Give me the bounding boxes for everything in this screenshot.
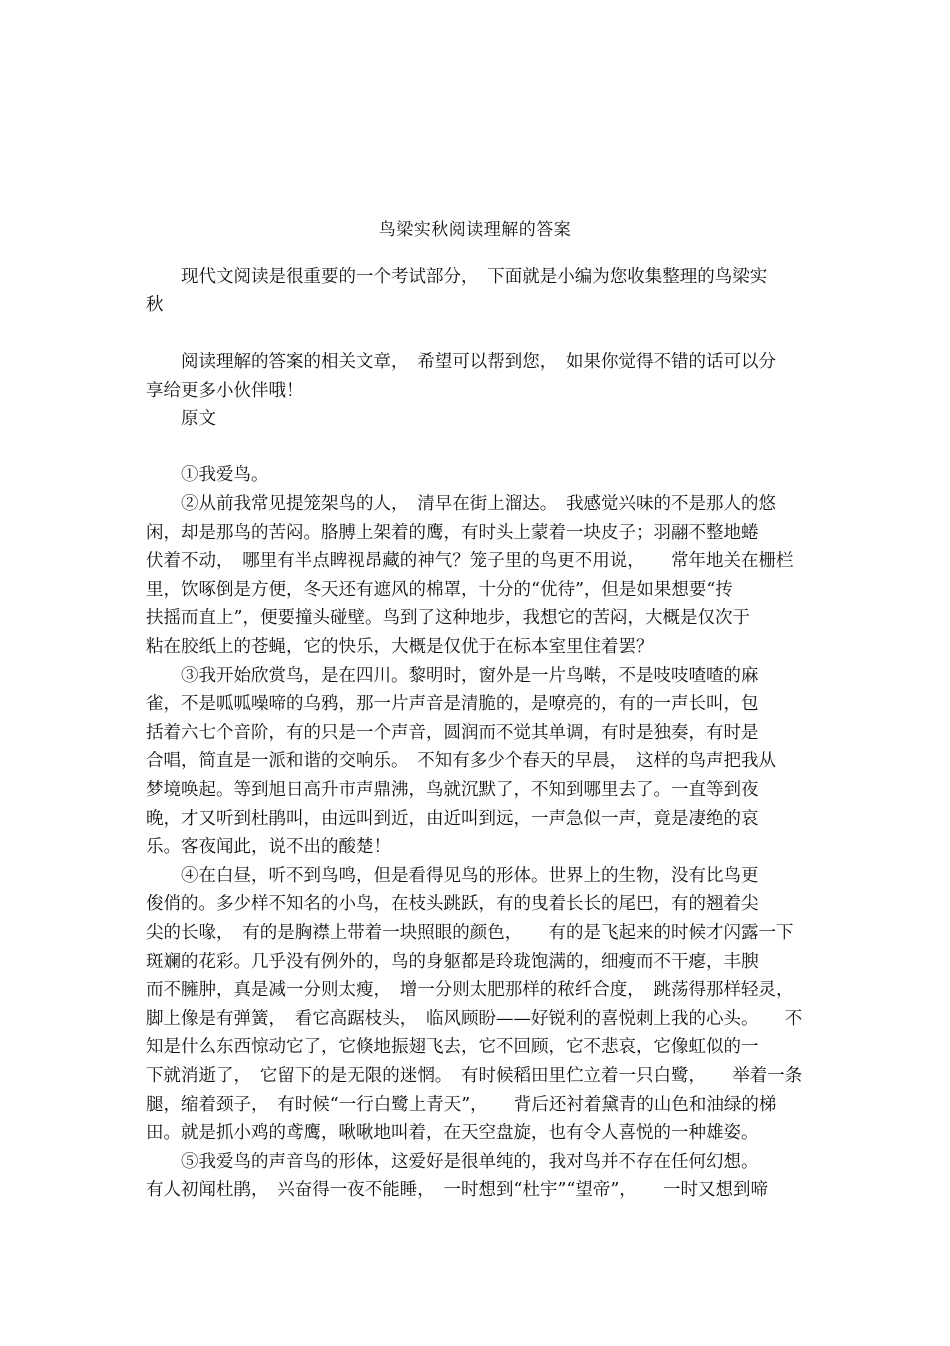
text-line: ④在白昼，听不到鸟鸣，但是看得见鸟的形体。世界上的生物，没有比鸟更 — [146, 866, 759, 886]
text-line: 里，饮啄倒是方便，冬天还有遮风的棉罩，十分的“优待”，但是如果想要“抟 — [146, 580, 733, 600]
text-line: 腿，缩着颈子， 有时候“一行白鹭上青天”， 背后还衬着黛青的山色和油绿的梯 — [146, 1095, 777, 1115]
text-line: ⑤我爱鸟的声音鸟的形体，这爱好是很单纯的，我对鸟并不存在任何幻想。 — [146, 1152, 759, 1172]
text-line: 晚，才又听到杜鹃叫，由远叫到近，由近叫到远，一声急似一声，竟是凄绝的哀 — [146, 809, 759, 829]
text-line: ①我爱鸟。 — [146, 465, 269, 485]
text-line: 享给更多小伙伴哦！ — [146, 381, 304, 401]
text-line: 秋 — [146, 295, 164, 315]
text-line: 知是什么东西惊动它了，它倏地振翅飞去，它不回顾，它不悲哀，它像虹似的一 — [146, 1037, 759, 1057]
text-line: 粘在胶纸上的苍蝇，它的快乐，大概是仅优于在标本室里住着罢？ — [146, 637, 654, 657]
text-line: 扶摇而直上”，便要撞头碰壁。鸟到了这种地步，我想它的苦闷，大概是仅次于 — [146, 608, 750, 628]
text-line: 阅读理解的答案的相关文章， 希望可以帮到您， 如果你觉得不错的话可以分 — [146, 352, 776, 372]
text-line: ③我开始欣赏鸟，是在四川。黎明时，窗外是一片鸟啭，不是吱吱喳喳的麻 — [146, 666, 759, 686]
page-title: 鸟梁实秋阅读理解的答案 — [378, 220, 572, 240]
text-line: 俊俏的。多少样不知名的小鸟，在枝头跳跃，有的曳着长长的尾巴，有的翘着尖 — [146, 894, 759, 914]
text-line: 合唱，简直是一派和谐的交响乐。 不知有多少个春天的早晨， 这样的鸟声把我从 — [146, 751, 776, 771]
text-line: 乐。客夜闻此，说不出的酸楚！ — [146, 837, 391, 857]
text-line: 原文 — [146, 409, 216, 429]
text-line: 下就消逝了， 它留下的是无限的迷惘。 有时候稻田里伫立着一只白鹭， 举着一条 — [146, 1066, 803, 1086]
text-line: 梦境唤起。等到旭日高升市声鼎沸，鸟就沉默了，不知到哪里去了。一直等到夜 — [146, 780, 759, 800]
text-line: ②从前我常见提笼架鸟的人， 清早在街上溜达。 我感觉兴味的不是那人的悠 — [146, 494, 776, 514]
text-line: 有人初闻杜鹃， 兴奋得一夜不能睡， 一时想到“杜宇”“望帝”， 一时又想到啼 — [146, 1180, 769, 1200]
text-line: 括着六七个音阶，有的只是一个声音，圆润而不觉其单调，有时是独奏，有时是 — [146, 723, 759, 743]
text-line: 伏着不动， 哪里有半点睥视昂藏的神气？笼子里的鸟更不用说， 常年地关在栅栏 — [146, 551, 794, 571]
text-line: 现代文阅读是很重要的一个考试部分， 下面就是小编为您收集整理的鸟梁实 — [146, 267, 768, 287]
text-line: 田。就是抓小鸡的鸢鹰，啾啾地叫着，在天空盘旋，也有令人喜悦的一种雄姿。 — [146, 1123, 759, 1143]
text-line: 斑斓的花彩。几乎没有例外的，鸟的身躯都是玲珑饱满的，细瘦而不干瘪，丰腴 — [146, 952, 759, 972]
text-line: 尖的长喙， 有的是胸襟上带着一块照眼的颜色， 有的是飞起来的时候才闪露一下 — [146, 923, 794, 943]
text-line: 闲，却是那鸟的苦闷。胳膊上架着的鹰，有时头上蒙着一块皮子；羽翮不整地蜷 — [146, 523, 759, 543]
text-line: 脚上像是有弹簧， 看它高踞枝头， 临风顾盼——好锐利的喜悦刺上我的心头。 不 — [146, 1009, 803, 1029]
text-line: 雀，不是呱呱噪啼的乌鸦，那一片声音是清脆的，是嘹亮的，有的一声长叫，包 — [146, 694, 759, 714]
text-line: 而不臃肿，真是减一分则太瘦， 增一分则太肥那样的秾纤合度， 跳荡得那样轻灵， — [146, 980, 794, 1000]
